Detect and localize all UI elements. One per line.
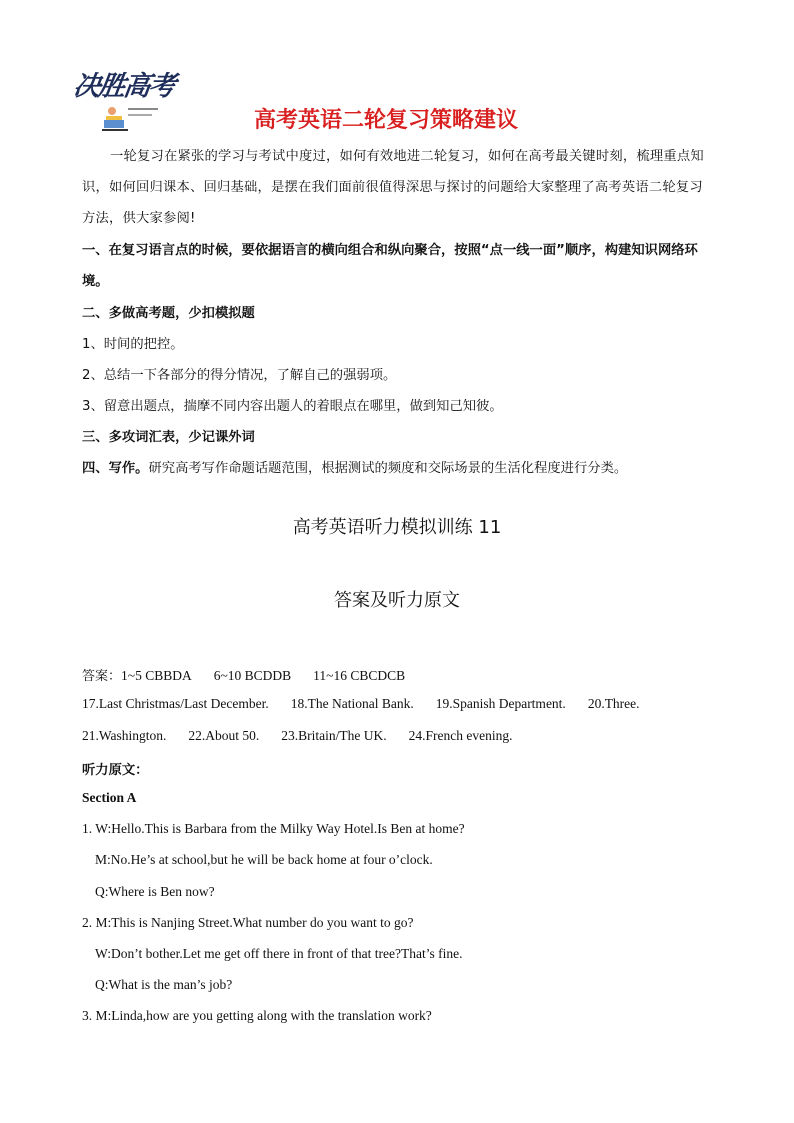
answer-item: 20.Three. — [587, 696, 640, 711]
transcript-line: Q:Where is Ben now? — [95, 884, 215, 899]
answer-mc: 6~10 BCDDB — [213, 668, 292, 683]
logo — [70, 62, 190, 138]
answers-label: 答案： — [82, 669, 122, 684]
point-4-heading: 四、写作。 — [82, 461, 149, 476]
answer-item: 21.Washington. — [82, 728, 167, 743]
sub-point-1: 1、时间的把控。 — [82, 337, 184, 352]
answer-mc: 11~16 CBCDCB — [313, 668, 406, 683]
answer-item: 19.Spanish Department. — [435, 696, 566, 711]
transcript-section: Section A — [82, 790, 137, 805]
sub-title: 答案及听力原文 — [334, 590, 460, 611]
point-1: 一、在复习语言点的时候，要依据语言的横向组合和纵向聚合，按照“点一线一面”顺序，构建知识网络环境。 — [82, 243, 698, 289]
transcript-label: 听力原文： — [82, 763, 149, 778]
answer-item: 17.Last Christmas/Last December. — [82, 696, 269, 711]
transcript-line: 3. M:Linda,how are you getting along with the translation work? — [82, 1008, 432, 1023]
sub-point-3: 3、留意出题点，揣摩不同内容出题人的着眼点在哪里，做到知己知彼。 — [82, 399, 503, 414]
transcript-line: M:No.He’s at school,but he will be back home at four o’clock. — [95, 852, 433, 867]
logo-text: 决胜高考 — [71, 71, 176, 102]
answers-row-2 — [82, 696, 662, 712]
page-title: 高考英语二轮复习策略建议 — [254, 108, 519, 133]
point-4 — [82, 457, 627, 476]
answers-row-3 — [82, 728, 535, 744]
reading-student-icon — [100, 102, 162, 134]
section-title: 高考英语听力模拟训练 11 — [292, 517, 502, 538]
answers-row-1 — [82, 665, 427, 684]
transcript-line: W:Don’t bother.Let me get off there in front of that tree?That’s fine. — [95, 946, 463, 961]
answer-item: 24.French evening. — [408, 728, 513, 743]
answer-item: 22.About 50. — [188, 728, 260, 743]
intro-paragraph: 一轮复习在紧张的学习与考试中度过，如何有效地进二轮复习，如何在高考最关键时刻，梳理重点知识，如何回归课本、回归基础，是摆在我们面前很值得深思与探讨的问题给大家整理了高考英语二轮复习方法，供大家参阅! — [82, 149, 704, 226]
answer-item: 18.The National Bank. — [290, 696, 414, 711]
answer-item: 23.Britain/The UK. — [281, 728, 387, 743]
sub-point-2: 2、总结一下各部分的得分情况，了解自己的强弱项。 — [82, 368, 397, 383]
point-2: 二、多做高考题，少扣模拟题 — [82, 306, 255, 321]
point-3: 三、多攻词汇表，少记课外词 — [82, 430, 255, 445]
transcript-line: Q:What is the man’s job? — [95, 977, 233, 992]
answer-mc: 1~5 CBBDA — [121, 668, 192, 683]
transcript-line: 1. W:Hello.This is Barbara from the Milky Way Hotel.Is Ben at home? — [82, 821, 465, 836]
transcript-line: 2. M:This is Nanjing Street.What number do you want to go? — [82, 915, 414, 930]
point-4-body: 研究高考写作命题话题范围，根据测试的频度和交际场景的生活化程度进行分类。 — [148, 461, 628, 476]
